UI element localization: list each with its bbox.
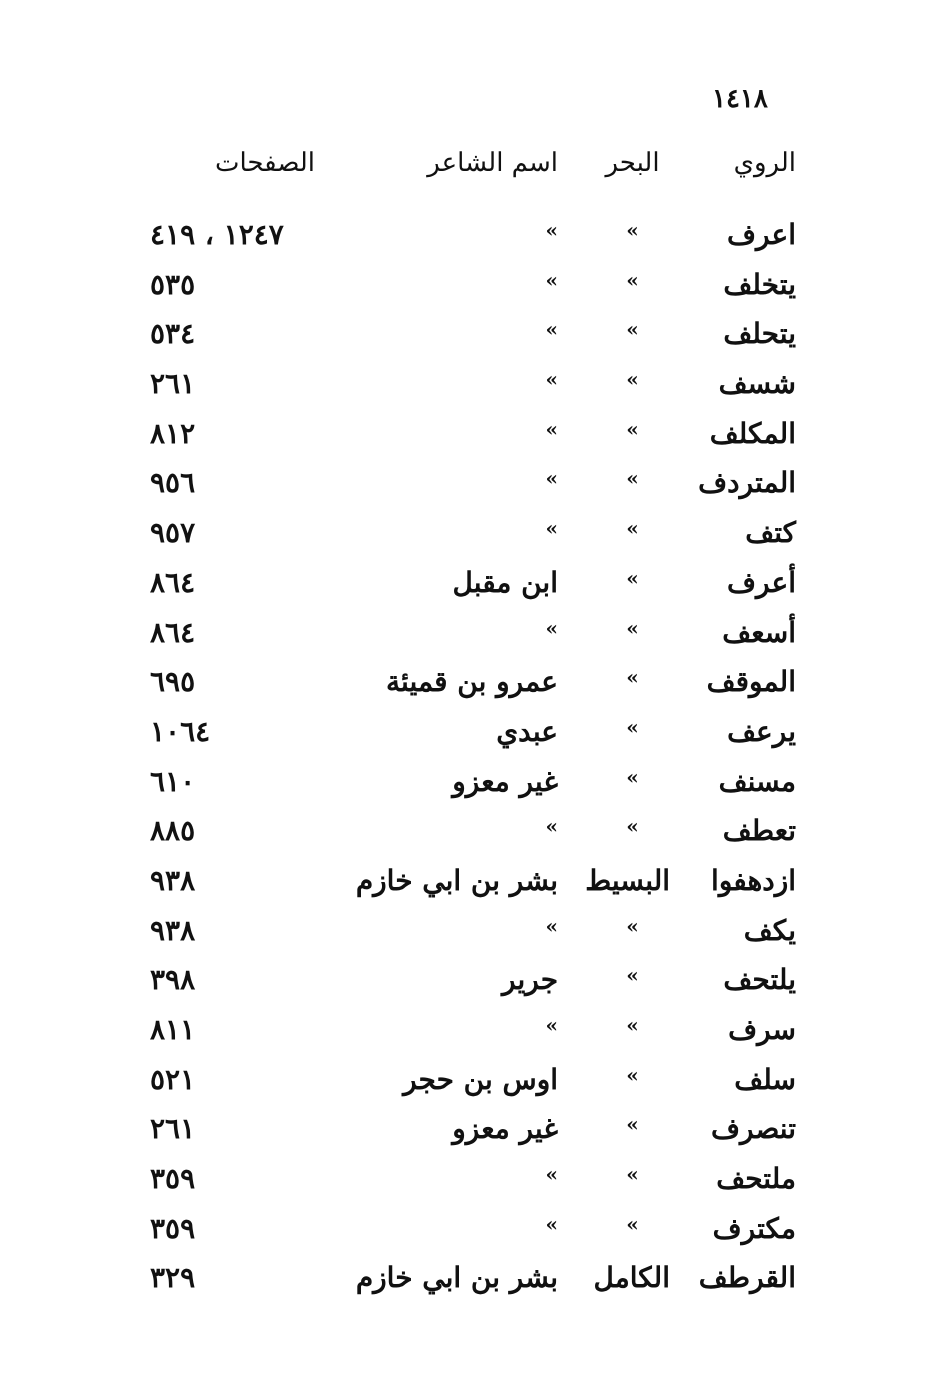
pages-cell: ١٢٤٧ ، ٤١٩: [150, 218, 284, 251]
table-row: [0, 566, 934, 616]
rawi-cell: الموقف: [706, 665, 796, 699]
pages-cell: ٩٥٦: [150, 466, 196, 500]
poet-cell: »: [545, 913, 558, 938]
rawi-cell: أسعف: [722, 615, 796, 649]
bahr-cell: »: [626, 317, 639, 342]
table-row: [0, 616, 934, 666]
table-header: [0, 148, 934, 188]
poet-cell: »: [545, 615, 558, 640]
rawi-cell: تعطف: [722, 814, 796, 848]
rawi-cell: سلف: [734, 1062, 796, 1096]
table-row: [0, 665, 934, 715]
bahr-cell: »: [626, 416, 639, 441]
bahr-cell: »: [626, 1211, 639, 1236]
poet-cell: بشر بن ابي خازم: [355, 863, 558, 897]
table-row: [0, 1162, 934, 1212]
table-row: [0, 1261, 934, 1311]
poet-cell: »: [545, 1162, 558, 1187]
rawi-cell: ازدهفوا: [711, 863, 796, 897]
poet-cell: اوس بن حجر: [403, 1062, 558, 1096]
bahr-cell: »: [626, 1062, 639, 1087]
bahr-cell: »: [626, 665, 639, 690]
pages-cell: ٥٣٥: [150, 267, 196, 301]
rawi-cell: يتحلف: [723, 317, 796, 351]
table-row: [0, 268, 934, 318]
rawi-cell: المكلف: [709, 416, 796, 450]
table-row: [0, 715, 934, 765]
pages-cell: ٩٥٧: [150, 516, 196, 550]
pages-cell: ١٠٦٤: [150, 714, 211, 748]
header-poet: اسم الشاعر: [427, 148, 558, 178]
rawi-cell: ملتحف: [716, 1162, 796, 1196]
bahr-cell: »: [626, 963, 639, 988]
header-rawi: الروي: [733, 148, 796, 178]
page-number: ١٤١٨: [712, 84, 768, 114]
poet-cell: »: [545, 218, 558, 242]
poet-cell: »: [545, 466, 558, 491]
bahr-cell: الكامل: [593, 1261, 670, 1295]
bahr-cell: »: [626, 466, 639, 491]
table-row: [0, 1063, 934, 1113]
poet-cell: »: [545, 267, 558, 292]
pages-cell: ٦٩٥: [150, 665, 196, 699]
pages-cell: ٨١١: [150, 1013, 196, 1046]
table-row: [0, 963, 934, 1013]
bahr-cell: »: [626, 714, 639, 739]
poet-cell: »: [545, 367, 558, 392]
rawi-cell: المتردف: [698, 466, 796, 500]
header-pages: الصفحات: [215, 148, 316, 178]
table-row: [0, 1112, 934, 1162]
bahr-cell: »: [626, 218, 639, 242]
pages-cell: ٥٣٤: [150, 317, 196, 351]
pages-cell: ٢٦١: [150, 367, 196, 401]
table-row: [0, 914, 934, 964]
bahr-cell: البسيط: [585, 863, 670, 897]
poet-cell: ابن مقبل: [452, 565, 558, 599]
table-row: [0, 814, 934, 864]
bahr-cell: »: [626, 814, 639, 839]
rawi-cell: يلتحف: [723, 963, 796, 997]
header-bahr: البحر: [605, 148, 660, 178]
bahr-cell: »: [626, 1013, 639, 1037]
pages-cell: ٦١٠: [150, 764, 196, 798]
pages-cell: ٨١٢: [150, 416, 196, 450]
rawi-cell: شسف: [718, 367, 796, 401]
poet-cell: »: [545, 317, 558, 342]
table-row: [0, 417, 934, 467]
poet-cell: عمرو بن قميئة: [386, 665, 558, 699]
table-row: [0, 317, 934, 367]
rawi-cell: أعرف: [727, 565, 796, 599]
bahr-cell: »: [626, 516, 639, 541]
poet-cell: غير معزو: [452, 1112, 558, 1146]
poet-cell: جرير: [502, 963, 558, 997]
index-table-body: [0, 218, 934, 1311]
bahr-cell: »: [626, 267, 639, 292]
pages-cell: ٩٣٨: [150, 863, 196, 897]
bahr-cell: »: [626, 1112, 639, 1137]
bahr-cell: »: [626, 367, 639, 392]
pages-cell: ٣٥٩: [150, 1211, 196, 1245]
pages-cell: ٣٩٨: [150, 963, 196, 997]
rawi-cell: يرعف: [727, 714, 796, 748]
pages-cell: ٣٢٩: [150, 1261, 196, 1295]
bahr-cell: »: [626, 764, 639, 789]
table-row: [0, 367, 934, 417]
rawi-cell: كتف: [745, 516, 796, 550]
bahr-cell: »: [626, 565, 639, 590]
poet-cell: »: [545, 416, 558, 441]
pages-cell: ٩٣٨: [150, 913, 196, 947]
pages-cell: ٢٦١: [150, 1112, 196, 1146]
pages-cell: ٥٢١: [150, 1062, 196, 1096]
table-row: [0, 218, 934, 268]
rawi-cell: مسنف: [718, 764, 796, 798]
pages-cell: ٣٥٩: [150, 1162, 196, 1196]
pages-cell: ٨٦٤: [150, 615, 196, 649]
poet-cell: »: [545, 814, 558, 839]
poet-cell: »: [545, 1211, 558, 1236]
rawi-cell: يتخلف: [723, 267, 796, 301]
rawi-cell: سرف: [728, 1013, 796, 1046]
table-row: [0, 1013, 934, 1063]
table-row: [0, 1212, 934, 1262]
poet-cell: بشر بن ابي خازم: [355, 1261, 558, 1295]
poet-cell: غير معزو: [452, 764, 558, 798]
bahr-cell: »: [626, 913, 639, 938]
pages-cell: ٨٦٤: [150, 565, 196, 599]
rawi-cell: مكترف: [712, 1211, 796, 1245]
poet-cell: »: [545, 516, 558, 541]
poet-cell: عبدي: [496, 714, 558, 748]
bahr-cell: »: [626, 615, 639, 640]
bahr-cell: »: [626, 1162, 639, 1187]
rawi-cell: يكف: [743, 913, 796, 947]
table-row: [0, 516, 934, 566]
pages-cell: ٨٨٥: [150, 814, 196, 848]
table-row: [0, 466, 934, 516]
table-row: [0, 864, 934, 914]
poet-cell: »: [545, 1013, 558, 1037]
rawi-cell: اعرف: [727, 218, 796, 251]
rawi-cell: تنصرف: [711, 1112, 796, 1146]
table-row: [0, 765, 934, 815]
rawi-cell: القرطف: [698, 1261, 796, 1295]
